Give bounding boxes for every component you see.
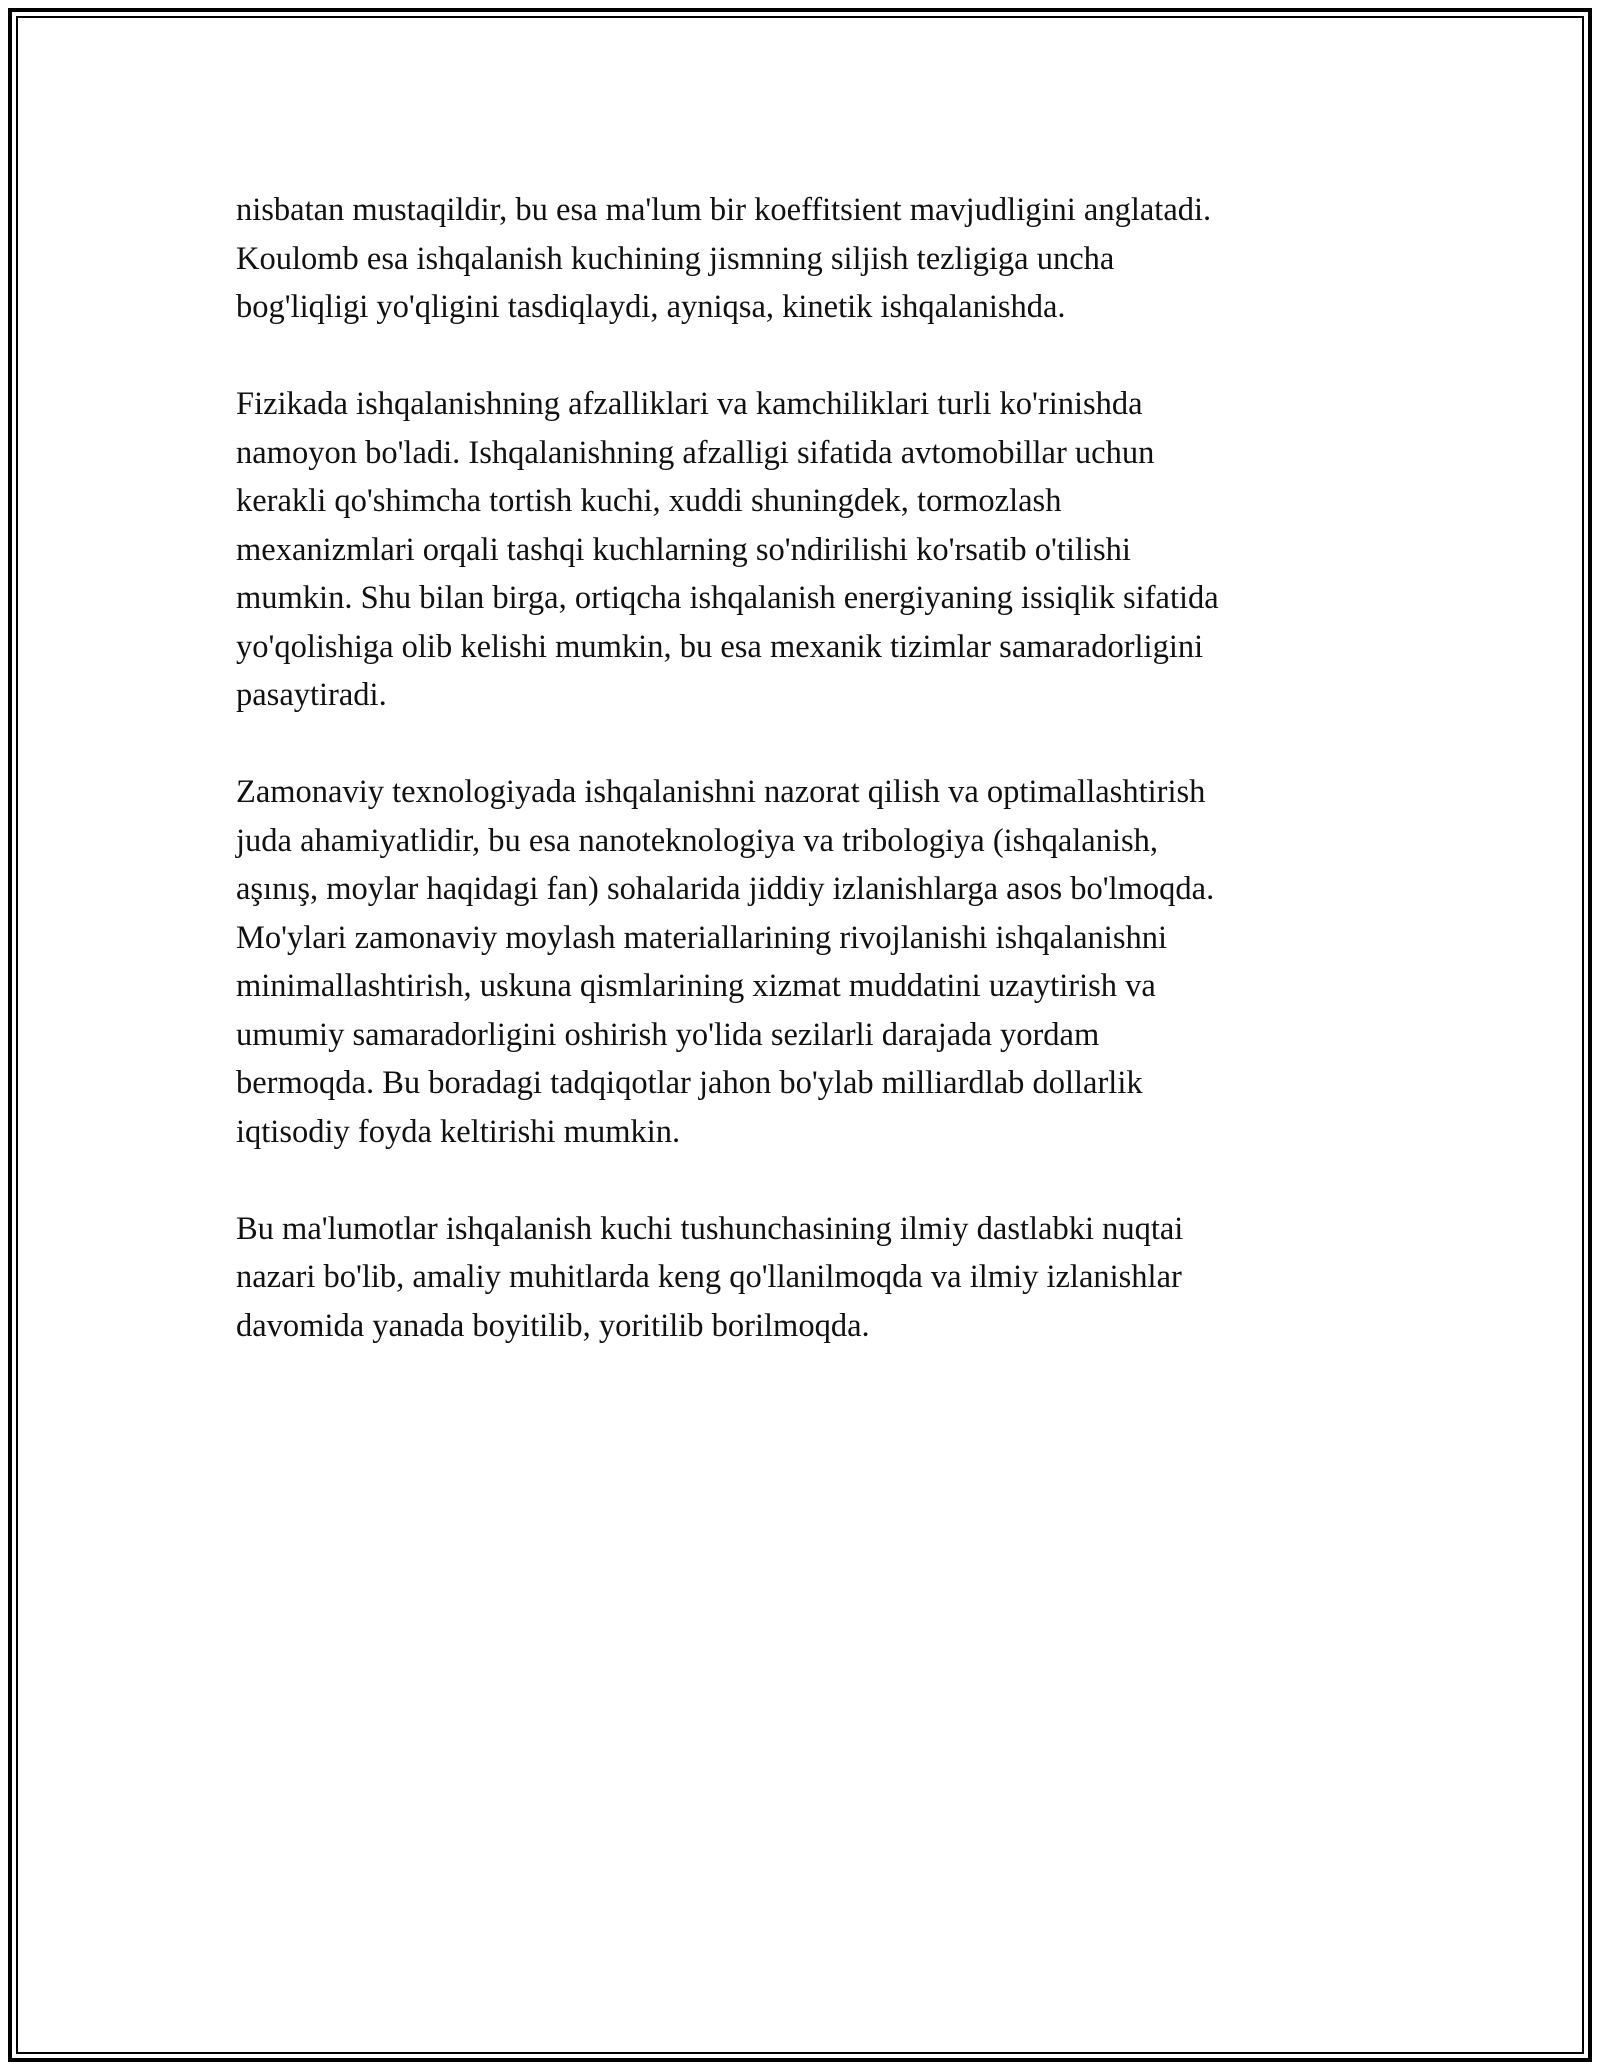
text-line: mexanizmlari orqali tashqi kuchlarning so'ndirilishi ko'rsatib o'tilishi [236, 531, 1131, 568]
paragraph-1 [236, 186, 1366, 332]
text-line: mumkin. Shu bilan birga, ortiqcha ishqalanish energiyaning issiqlik sifatida [236, 580, 1219, 616]
text-line: aşınış, moylar haqidagi fan) sohalarida jiddiy izlanishlarga asos bo'lmoqda. [236, 871, 1215, 907]
text-line: minimallashtirish, uskuna qismlarining xizmat muddatini uzaytirish va [236, 968, 1156, 1004]
text-line: umumiy samaradorligini oshirish yo'lida sezilarli darajada yordam [236, 1016, 1100, 1053]
text-line: pasaytiradi. [236, 677, 387, 713]
text-line: bermoqda. Bu boradagi tadqiqotlar jahon bo'ylab milliardlab dollarlik [236, 1065, 1143, 1101]
text-line: nisbatan mustaqildir, bu esa ma'lum bir koeffitsient mavjudligini anglatadi. [236, 192, 1212, 228]
text-line: iqtisodiy foyda keltirishi mumkin. [236, 1113, 681, 1150]
text-line: kerakli qo'shimcha tortish kuchi, xuddi shuningdek, tormozlash [236, 483, 1062, 519]
document-body [236, 186, 1366, 1399]
text-line: yo'qolishiga olib kelishi mumkin, bu esa mexanik tizimlar samaradorligini [236, 628, 1204, 665]
text-line: Zamonaviy texnologiyada ishqalanishni nazorat qilish va optimallashtirish [236, 774, 1206, 810]
text-line: Bu ma'lumotlar ishqalanish kuchi tushunchasining ilmiy dastlabki nuqtai [236, 1210, 1184, 1247]
text-line: davomida yanada boyitilib, yoritilib borilmoqda. [236, 1307, 870, 1344]
text-line: Mo'ylari zamonaviy moylash materiallarining rivojlanishi ishqalanishni [236, 919, 1168, 956]
paragraph-3 [236, 768, 1366, 1156]
paragraph-2 [236, 380, 1366, 720]
text-line: Fizikada ishqalanishning afzalliklari va kamchiliklari turli ko'rinishda [236, 386, 1143, 422]
text-line: namoyon bo'ladi. Ishqalanishning afzalligi sifatida avtomobillar uchun [236, 434, 1155, 471]
text-line: Koulomb esa ishqalanish kuchining jismning siljish tezligiga uncha [236, 240, 1115, 277]
text-line: bog'liqligi yo'qligini tasdiqlaydi, ayniqsa, kinetik ishqalanishda. [236, 289, 1066, 325]
paragraph-4 [236, 1205, 1366, 1351]
text-line: juda ahamiyatlidir, bu esa nanoteknologiya va tribologiya (ishqalanish, [236, 822, 1159, 859]
text-line: nazari bo'lib, amaliy muhitlarda keng qo'llanilmoqda va ilmiy izlanishlar [236, 1259, 1182, 1295]
